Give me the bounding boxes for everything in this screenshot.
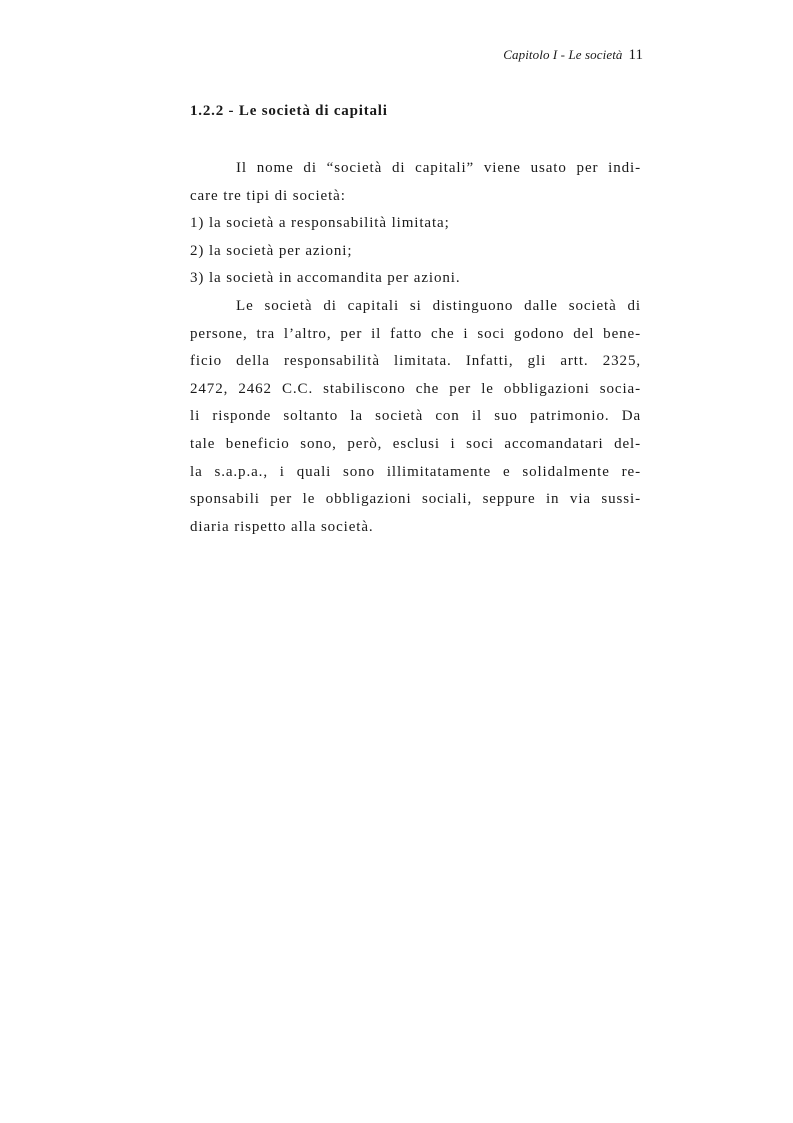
- list-item: 1) la società a responsabilità limitata;: [190, 215, 450, 232]
- running-title: Capitolo I - Le società: [503, 47, 623, 62]
- paragraph-line: Il nome di “società di capitali” viene usato per indi-: [236, 160, 641, 176]
- paragraph-line: diaria rispetto alla società.: [190, 518, 374, 535]
- list-item: 3) la società in accomandita per azioni.: [190, 270, 461, 287]
- paragraph-line: ficio della responsabilità limitata. Infatti, gli artt. 2325,: [190, 353, 641, 370]
- section-heading: 1.2.2 - Le società di capitali: [190, 103, 388, 119]
- paragraph-line: 2472, 2462 C.C. stabiliscono che per le obbligazioni socia-: [190, 380, 641, 397]
- list-item: 2) la società per azioni;: [190, 242, 353, 259]
- paragraph-line: sponsabili per le obbligazioni sociali, seppure in via sussi-: [190, 491, 641, 508]
- paragraph-line: li risponde soltanto la società con il suo patrimonio. Da: [190, 408, 641, 425]
- paragraph-line: persone, tra l’altro, per il fatto che i soci godono del bene-: [190, 325, 641, 342]
- running-header: [503, 47, 643, 64]
- paragraph-line: la s.a.p.a., i quali sono illimitatamente e solidalmente re-: [190, 463, 641, 480]
- paragraph-line: care tre tipi di società:: [190, 187, 346, 204]
- paragraph-line: Le società di capitali si distinguono dalle società di: [236, 297, 641, 314]
- paragraph-line: tale beneficio sono, però, esclusi i soci accomandatari del-: [190, 435, 641, 452]
- page-number: 11: [628, 47, 643, 63]
- body-text: [190, 155, 641, 541]
